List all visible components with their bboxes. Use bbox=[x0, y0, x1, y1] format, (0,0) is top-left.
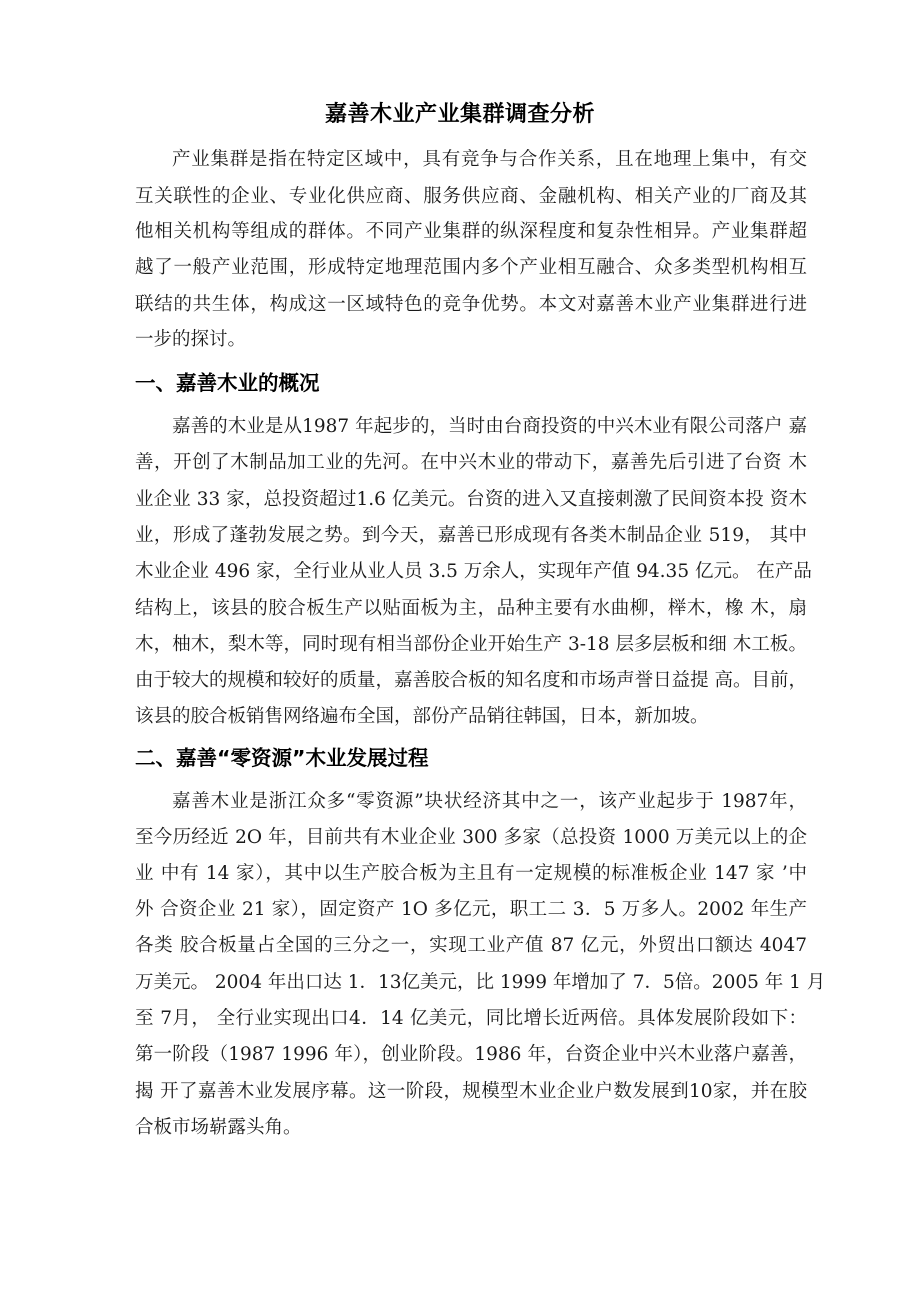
section-2-line-3: 业 中有 14 家），其中以生产胶合板为主且有一定规模的标准板企业 147 家 ’中 bbox=[135, 863, 807, 884]
section-1-line-3: 业企业 33 家，总投资超过1.6 亿美元。台资的进入又直接刺激了民间资本投 资木 bbox=[135, 489, 807, 510]
section-2-line-4: 外 合资企业 21 家），固定资产 1O 多亿元，职工二 3．5 万多人。2002 年生产 bbox=[135, 899, 807, 920]
section-1-line-5: 木业企业 496 家，全行业从业人员 3.5 万余人，实现年产值 94.35 亿元。 在产品 bbox=[135, 561, 812, 582]
section-2-line-6: 万美元。 2004 年出口达 1．13亿美元，比 1999 年增加了 7．5倍。2005 年 1 月 bbox=[135, 972, 826, 993]
intro-line-4: 越了一般产业范围，形成特定地理范围内多个产业相互融合、众多类型机构相互 bbox=[135, 257, 807, 278]
section-2-line-10: 合板市场崭露头角。 bbox=[135, 1117, 302, 1138]
intro-line-5: 联结的共生体，构成这一区域特色的竞争优势。本文对嘉善木业产业集群进行进 bbox=[135, 294, 807, 315]
section-1-line-6: 结构上，该县的胶合板生产以贴面板为主，品种主要有水曲柳，榉木，橡 木，扇 bbox=[135, 598, 807, 619]
intro-line-3: 他相关机构等组成的群体。不同产业集群的纵深程度和复杂性相异。产业集群超 bbox=[135, 221, 807, 242]
section-2-line-7: 至 7月， 全行业实现出口4．14 亿美元，同比增长近两倍。具体发展阶段如下： bbox=[135, 1008, 807, 1029]
intro-line-2: 互关联性的企业、专业化供应商、服务供应商、金融机构、相关产业的厂商及其 bbox=[135, 186, 807, 207]
section-2-line-2: 至今历经近 2O 年，目前共有木业企业 300 多家（总投资 1000 万美元以上的企 bbox=[135, 827, 807, 848]
section-2-heading: 二、嘉善“零资源”木业发展过程 bbox=[135, 746, 429, 770]
section-1-heading: 一、嘉善木业的概况 bbox=[135, 371, 320, 395]
intro-line-6: 一步的探讨。 bbox=[135, 329, 247, 350]
intro-line-1: 产业集群是指在特定区域中，具有竞争与合作关系，且在地理上集中，有交 bbox=[172, 149, 807, 170]
section-1-line-9: 该县的胶合板销售网络遍布全国，部份产品销往韩国，日本，新加坡。 bbox=[135, 706, 709, 727]
section-1-line-7: 木，柚木，梨木等，同时现有相当部份企业开始生产 3-18 层多层板和细 木工板。 bbox=[135, 634, 807, 655]
section-2-line-8: 第一阶段（1987 1996 年），创业阶段。1986 年，台资企业中兴木业落户嘉善， bbox=[135, 1044, 807, 1065]
section-1-line-4: 业，形成了蓬勃发展之势。到今天，嘉善已形成现有各类木制品企业 519， 其中 bbox=[135, 525, 807, 546]
section-1-line-2: 善，开创了木制品加工业的先河。在中兴木业的带动下，嘉善先后引进了台资 木 bbox=[135, 452, 807, 473]
section-1-line-8: 由于较大的规模和较好的质量，嘉善胶合板的知名度和市场声誉日益提 高。目前， bbox=[135, 670, 807, 691]
section-2-line-9: 揭 开了嘉善木业发展序幕。这一阶段，规模型木业企业户数发展到10家，并在胶 bbox=[135, 1081, 807, 1102]
document-title: 嘉善木业产业集群调查分析 bbox=[324, 102, 595, 127]
section-1-line-1: 嘉善的木业是从1987 年起步的，当时由台商投资的中兴木业有限公司落户 嘉 bbox=[172, 416, 807, 437]
section-2-line-5: 各类 胶合板量占全国的三分之一，实现工业产值 87 亿元，外贸出口额达 4047 bbox=[135, 935, 807, 956]
section-2-line-1: 嘉善木业是浙江众多“零资源”块状经济其中之一，该产业起步于 1987年， bbox=[172, 791, 807, 812]
